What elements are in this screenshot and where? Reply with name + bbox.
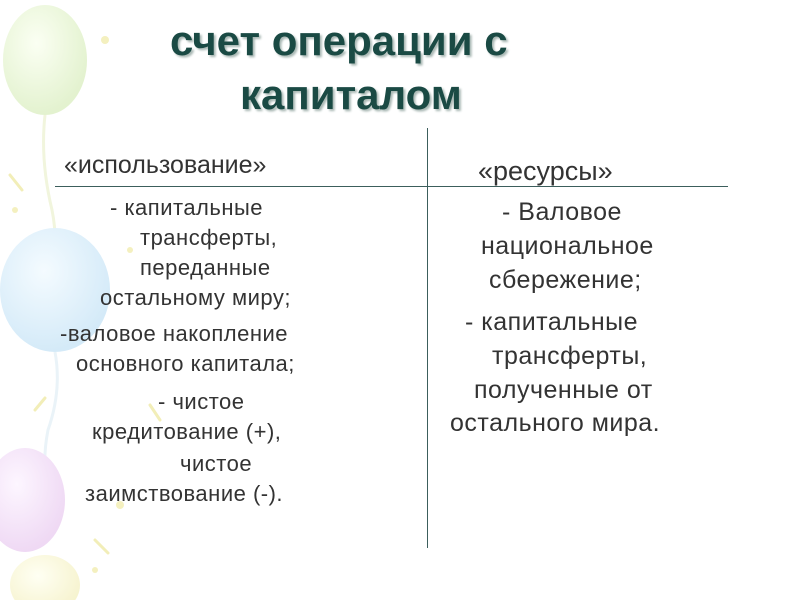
left-line: - капитальные [110,195,264,220]
left-line: заимствование (-). [85,481,284,506]
right-line: трансферты, [492,342,648,370]
right-line: остального мира. [450,409,661,437]
right-line: сбережение; [489,266,642,294]
left-header-rule [55,186,427,187]
balloon-green [3,5,87,115]
right-line: - капитальные [465,308,639,336]
slide-title-line-1: счет операции с [170,17,508,64]
column-divider [427,128,428,548]
right-line: национальное [481,232,654,260]
right-line: полученные от [474,376,653,404]
balloon-pink [0,448,65,552]
left-line: остальному миру; [100,285,291,310]
right-header-rule [428,186,728,187]
left-line: основного капитала; [76,351,295,376]
left-line: -валовое накопление [60,321,288,346]
left-column-heading: «использование» [64,151,267,179]
slide-title-line-2: капиталом [240,71,462,118]
left-line: переданные [140,255,271,280]
left-line: - чистое [158,389,245,414]
right-column-heading: «ресурсы» [478,156,613,186]
right-line: - Валовое [502,198,622,226]
left-line: кредитование (+), [92,419,282,444]
left-line: чистое [180,451,253,476]
left-line: трансферты, [140,225,278,250]
balloon-yellow [10,555,80,600]
